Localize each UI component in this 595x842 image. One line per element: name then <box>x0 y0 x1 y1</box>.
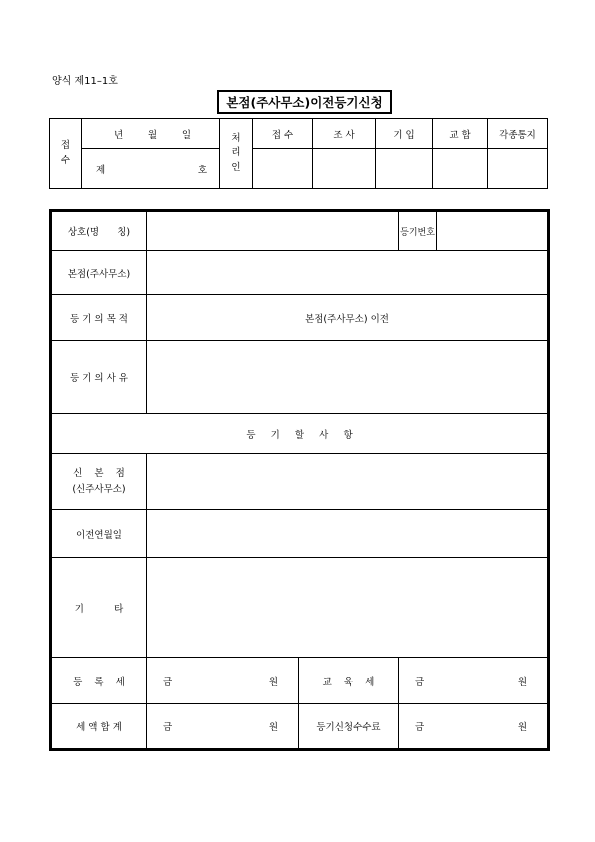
fee-amount[interactable]: 금 원 <box>399 704 549 750</box>
receipt-label: 접 수 <box>50 119 82 189</box>
new-office-label: 신 본 점 (신주사무소) <box>51 454 147 510</box>
trade-name-label: 상호(명 칭) <box>51 211 147 251</box>
col-notices: 각종통지 <box>488 119 548 149</box>
purpose-value: 본점(주사무소) 이전 <box>147 295 549 341</box>
receipt-date-cell <box>82 119 220 149</box>
new-office-field[interactable] <box>147 454 549 510</box>
edu-tax-amount[interactable]: 금 원 <box>399 658 549 704</box>
matters-header: 등 기 할 사 항 <box>51 414 549 454</box>
col-investigate: 조 사 <box>313 119 376 149</box>
receipt-processing-table <box>49 118 548 189</box>
day-label: 일 <box>181 129 191 141</box>
trade-name-field[interactable] <box>147 211 399 251</box>
fee-label: 등기신청수수료 <box>299 704 399 750</box>
reason-label: 등 기 의 사 유 <box>51 341 147 414</box>
col-check: 교 합 <box>433 119 488 149</box>
tax-total-label: 세 액 합 계 <box>51 704 147 750</box>
entry-field[interactable] <box>376 149 433 189</box>
col-entry: 기 입 <box>376 119 433 149</box>
reg-number-label: 등기번호 <box>399 211 437 251</box>
head-office-label: 본점(주사무소) <box>51 251 147 295</box>
reg-tax-label: 등 록 세 <box>51 658 147 704</box>
form-title: 본점(주사무소)이전등기신청 <box>217 90 392 114</box>
purpose-label: 등 기 의 목 적 <box>51 295 147 341</box>
col-receive: 접 수 <box>253 119 313 149</box>
transfer-date-field[interactable] <box>147 510 549 558</box>
receive-field[interactable] <box>253 149 313 189</box>
investigate-field[interactable] <box>313 149 376 189</box>
notices-field[interactable] <box>488 149 548 189</box>
year-label: 년 <box>114 129 124 141</box>
month-label: 월 <box>147 129 158 141</box>
check-field[interactable] <box>433 149 488 189</box>
reason-field[interactable] <box>147 341 549 414</box>
no-prefix: 제 <box>96 164 106 176</box>
tax-total-amount[interactable]: 금 원 <box>147 704 299 750</box>
processor-label: 처 리 인 <box>220 119 253 189</box>
transfer-date-label: 이전연월일 <box>51 510 147 558</box>
reg-tax-amount[interactable]: 금 원 <box>147 658 299 704</box>
form-number: 양식 제11–1호 <box>52 76 118 87</box>
head-office-field[interactable] <box>147 251 549 295</box>
reg-number-field[interactable] <box>437 211 549 251</box>
other-label: 기 타 <box>51 558 147 658</box>
no-suffix: 호 <box>197 164 207 176</box>
application-form-table <box>49 209 550 751</box>
other-field[interactable] <box>147 558 549 658</box>
receipt-number-cell <box>82 149 220 189</box>
edu-tax-label: 교 육 세 <box>299 658 399 704</box>
